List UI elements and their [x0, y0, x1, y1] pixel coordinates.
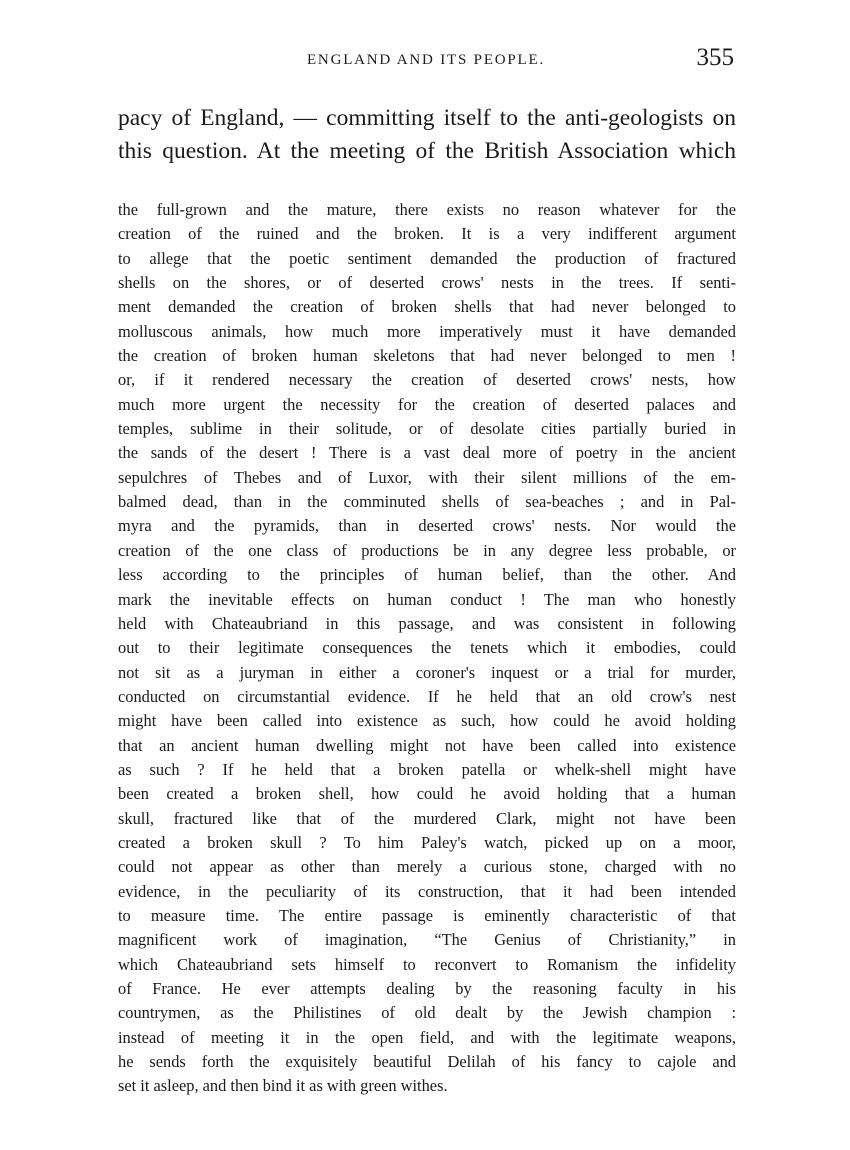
body-text-line: ment demanded the creation of broken shells that had never belonged to	[118, 297, 736, 317]
body-text-line: the creation of broken human skeletons that had never belonged to men !	[118, 346, 736, 366]
large-type-paragraph	[118, 102, 736, 168]
footnote-body-text	[118, 198, 736, 1099]
body-text-line: creation of the ruined and the broken. It is a very indifferent argument	[118, 224, 736, 244]
body-text-line: magnificent work of imagination, “The Genius of Christianity,” in	[118, 930, 736, 950]
body-text-line: he sends forth the exquisitely beautiful Delilah of his fancy to cajole and	[118, 1052, 736, 1072]
body-text-line: held with Chateaubriand in this passage, and was consistent in following	[118, 613, 736, 633]
body-text-line: been created a broken shell, how could he avoid holding that a human	[118, 784, 736, 804]
body-text-line: might have been called into existence as such, how could he avoid holding	[118, 711, 736, 731]
body-text-line: the full-grown and the mature, there exists no reason whatever for the	[118, 200, 736, 219]
body-text-line: to measure time. The entire passage is eminently characteristic of that	[118, 905, 736, 925]
body-text-line: countrymen, as the Philistines of old dealt by the Jewish champion :	[118, 1003, 736, 1023]
running-title: ENGLAND AND ITS PEOPLE.	[306, 52, 546, 68]
body-text-line: conducted on circumstantial evidence. If he held that an old crow's nest	[118, 686, 736, 706]
body-text-line: out to their legitimate consequences the tenets which it embodies, could	[118, 638, 736, 658]
body-text-line: molluscous animals, how much more imperatively must it have demanded	[118, 321, 736, 341]
large-text-line: this question. At the meeting of the British Association which	[118, 138, 736, 164]
body-text-line: which Chateaubriand sets himself to reconvert to Romanism the infidelity	[118, 954, 736, 974]
body-text-line: instead of meeting it in the open field, and with the legitimate weapons,	[118, 1027, 736, 1047]
body-text-line: could not appear as other than merely a curious stone, charged with no	[118, 857, 736, 877]
body-text-line: of France. He ever attempts dealing by the reasoning faculty in his	[118, 979, 736, 998]
page-number: 355	[696, 44, 734, 71]
body-text-line: to allege that the poetic sentiment demanded the production of fractured	[118, 248, 736, 268]
body-text-line: that an ancient human dwelling might not have been called into existence	[118, 735, 736, 755]
body-text-line: evidence, in the peculiarity of its construction, that it had been intended	[118, 881, 736, 901]
body-text-line: much more urgent the necessity for the creation of deserted palaces and	[118, 394, 736, 414]
body-text-line: myra and the pyramids, than in deserted crows' nests. Nor would the	[118, 516, 736, 536]
body-text-line: shells on the shores, or of deserted crows' nests in the trees. If senti-	[118, 273, 736, 293]
body-text-line: creation of the one class of productions be in any degree less probable, or	[118, 540, 736, 560]
body-text-line: mark the inevitable effects on human conduct ! The man who honestly	[118, 589, 736, 609]
body-text-line: less according to the principles of human belief, than the other. And	[118, 565, 736, 585]
body-text-line: created a broken skull ? To him Paley's watch, picked up on a moor,	[118, 832, 736, 852]
body-text-line: temples, sublime in their solitude, or of desolate cities partially buried in	[118, 419, 736, 439]
body-text-line: sepulchres of Thebes and of Luxor, with their silent millions of the em-	[118, 467, 736, 487]
running-head	[118, 44, 734, 76]
body-text-line: set it asleep, and then bind it as with green withes.	[118, 1076, 448, 1096]
body-text-line: skull, fractured like that of the murdered Clark, might not have been	[118, 808, 736, 828]
body-text-line: the sands of the desert ! There is a vast deal more of poetry in the ancient	[118, 443, 736, 463]
body-text-line: or, if it rendered necessary the creation of deserted crows' nests, how	[118, 370, 736, 390]
body-text-line: balmed dead, than in the comminuted shells of sea-beaches ; and in Pal-	[118, 492, 736, 512]
body-text-line: as such ? If he held that a broken patella or whelk-shell might have	[118, 759, 736, 779]
body-text-line: not sit as a juryman in either a coroner's inquest or a trial for murder,	[118, 662, 736, 682]
large-text-line: pacy of England, — committing itself to the anti-geologists on	[118, 105, 736, 131]
